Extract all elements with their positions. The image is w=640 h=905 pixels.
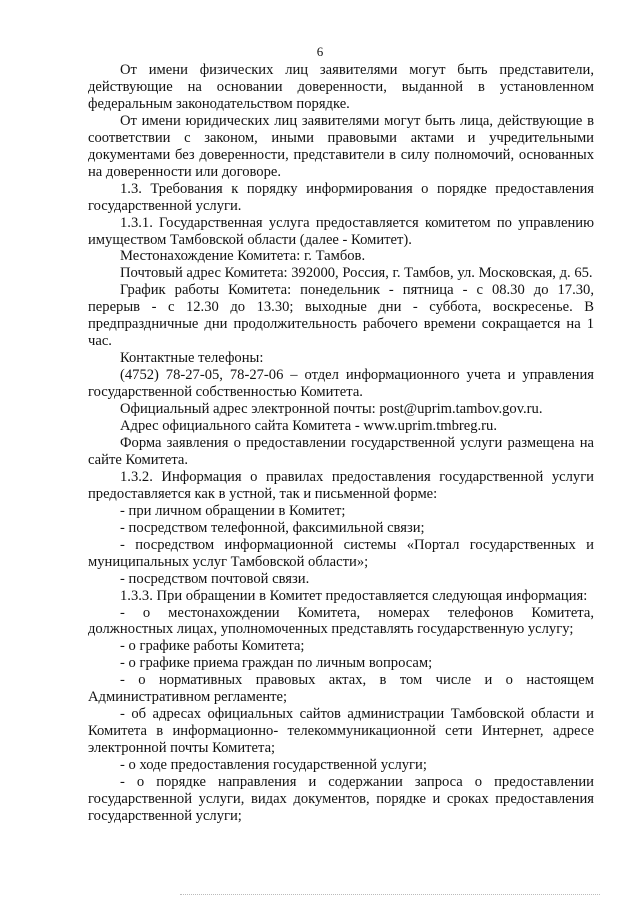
paragraph-application-form: Форма заявления о предоставлении государственной услуги размещена на сайте Комитета. bbox=[88, 434, 594, 468]
paragraph-website: Адрес официального сайта Комитета - www.uprim.tmbreg.ru. bbox=[120, 418, 497, 435]
list-item: - посредством почтовой связи. bbox=[120, 570, 310, 587]
list-item: - при личном обращении в Комитет; bbox=[120, 502, 346, 519]
list-item: - о нормативных правовых актах, в том числе и о настоящем Административном регламенте; bbox=[88, 672, 594, 706]
scan-artifact-line bbox=[180, 894, 600, 897]
paragraph-work-schedule: График работы Комитета: понедельник - пятница - с 08.30 до 17.30, перерыв - с 12.30 до 13.30; выходные дни - суббота, воскресенье. В предпраздничные дни продолжительность рабочего времени сокращается на 1 час. bbox=[88, 282, 594, 350]
paragraph-1-3-1: 1.3.1. Государственная услуга предоставляется комитетом по управлению имуществом Тамбовской области (далее - Комитет). bbox=[88, 214, 594, 248]
paragraph-contact-phones: (4752) 78-27-05, 78-27-06 – отдел информационного учета и управления государственной собственностью Комитета. bbox=[88, 367, 594, 401]
document-body bbox=[88, 62, 594, 825]
list-item: - об адресах официальных сайтов администрации Тамбовской области и Комитета в информационно- телекоммуникационной сети Интернет, адресе электронной почты Комитета; bbox=[88, 706, 594, 757]
list-item: - о местонахождении Комитета, номерах телефонов Комитета, должностных лицах, уполномоченных представлять государственную услугу; bbox=[88, 604, 594, 638]
paragraph-email: Официальный адрес электронной почты: post@uprim.tambov.gov.ru. bbox=[120, 401, 543, 418]
list-item: - посредством информационной системы «Портал государственных и муниципальных услуг Тамбовской области»; bbox=[88, 536, 594, 570]
paragraph-1-3-2: 1.3.2. Информация о правилах предоставления государственной услуги предоставляется как в устной, так и письменной форме: bbox=[88, 468, 594, 502]
list-item: - посредством телефонной, факсимильной связи; bbox=[120, 519, 425, 536]
paragraph-location: Местонахождение Комитета: г. Тамбов. bbox=[120, 248, 366, 265]
paragraph-representatives-legal: От имени юридических лиц заявителями могут быть лица, действующие в соответствии с законом, иными правовыми актами и учредительными документами без доверенности, представители в силу полномочий, основанных на доверенности или договоре. bbox=[88, 112, 594, 180]
paragraph-postal-address: Почтовый адрес Комитета: 392000, Россия, г. Тамбов, ул. Московская, д. 65. bbox=[120, 265, 593, 282]
paragraph-1-3-3: 1.3.3. При обращении в Комитет предоставляется следующая информация: bbox=[120, 587, 588, 604]
list-item: - о ходе предоставления государственной услуги; bbox=[120, 757, 427, 774]
paragraph-representatives-individuals: От имени физических лиц заявителями могут быть представители, действующие на основании доверенности, выданной в установленном федеральным законодательством порядке. bbox=[88, 62, 594, 112]
page-number: 6 bbox=[316, 44, 324, 59]
section-heading-1-3: 1.3. Требования к порядку информирования о порядке предоставления государственной услуги. bbox=[88, 180, 594, 214]
paragraph-contact-phones-label: Контактные телефоны: bbox=[120, 350, 264, 367]
list-item: - о графике работы Комитета; bbox=[120, 638, 305, 655]
list-item: - о порядке направления и содержании запроса о предоставлении государственной услуги, видах документов, порядке и сроках предоставления государственной услуги; bbox=[88, 774, 594, 824]
list-item: - о графике приема граждан по личным вопросам; bbox=[120, 655, 433, 672]
